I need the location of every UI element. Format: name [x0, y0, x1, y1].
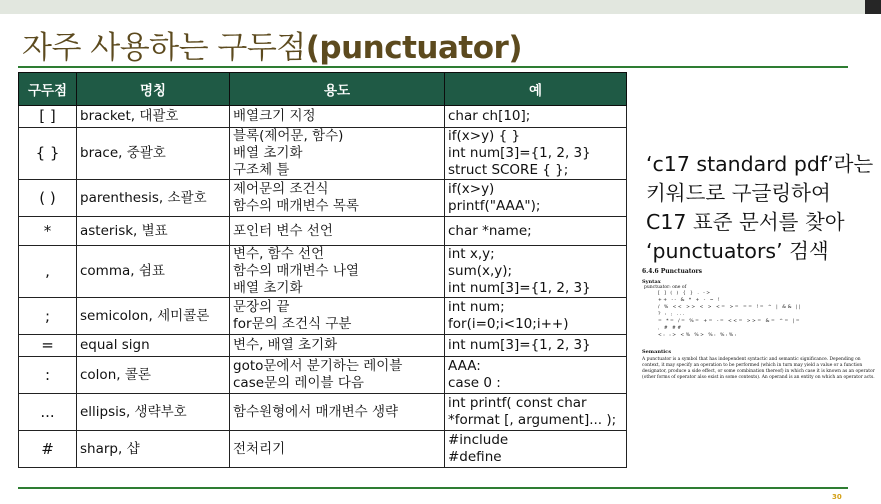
example-cell [445, 357, 627, 394]
punctuator-table [18, 72, 627, 468]
example-line: int printf( const char [448, 395, 587, 411]
usage-line: 변수, 배열 초기화 [233, 337, 338, 353]
example-cell [445, 106, 627, 128]
name-cell: bracket, 대괄호 [77, 106, 230, 128]
usage-cell [230, 335, 445, 357]
doc-punctuator-line: [ ] ( ) { } . -> [658, 291, 712, 296]
example-cell [445, 394, 627, 431]
usage-cell [230, 217, 445, 246]
usage-line: 함수의 매개변수 나열 [233, 263, 359, 279]
title-text: 자주 사용하는 구두점 [22, 30, 306, 66]
table-row [19, 357, 627, 394]
side-note-line: ‘punctuators’ 검색 [646, 239, 829, 263]
example-line: int num[3]={1, 2, 3} [448, 280, 591, 296]
name-cell: brace, 중괄호 [77, 128, 230, 180]
title-underline [18, 66, 848, 68]
usage-line: 배열 초기화 [233, 280, 303, 296]
example-line: for(i=0;i<10;i++) [448, 316, 569, 332]
bottom-rule [18, 487, 848, 489]
name-cell: comma, 쉼표 [77, 246, 230, 298]
example-cell [445, 217, 627, 246]
doc-punctuator-line: <: :> <% %> %: %:%: [658, 333, 738, 338]
usage-line: 함수의 매개변수 목록 [233, 198, 359, 214]
usage-line: goto문에서 분기하는 레이블 [233, 358, 403, 374]
example-line: sum(x,y); [448, 263, 513, 279]
usage-cell [230, 431, 445, 468]
example-line: AAA: [448, 358, 481, 374]
usage-line: 문장의 끝 [233, 299, 290, 315]
name-cell: asterisk, 별표 [77, 217, 230, 246]
table-row [19, 394, 627, 431]
table-row [19, 335, 627, 357]
side-note [646, 150, 873, 266]
usage-cell [230, 128, 445, 180]
example-line: char ch[10]; [448, 108, 531, 124]
punctuator-cell: { } [19, 128, 77, 180]
usage-line: 구조체 틀 [233, 162, 290, 178]
side-note-line: 키워드로 구글링하여 [646, 181, 831, 205]
usage-line: 제어문의 조건식 [233, 181, 329, 197]
usage-line: 배열 초기화 [233, 145, 303, 161]
usage-line: 변수, 함수 선언 [233, 246, 325, 262]
example-cell [445, 298, 627, 335]
doc-punctuator-line: ? : ; ... [658, 312, 686, 317]
example-cell [445, 246, 627, 298]
table-row [19, 106, 627, 128]
usage-line: 배열크기 지정 [233, 108, 316, 124]
usage-cell [230, 246, 445, 298]
title-bold: (punctuator) [305, 30, 522, 66]
example-line: int num[3]={1, 2, 3} [448, 145, 591, 161]
name-cell: colon, 콜론 [77, 357, 230, 394]
punctuator-cell: : [19, 357, 77, 394]
table-row [19, 128, 627, 180]
table-row [19, 246, 627, 298]
usage-line: 포인터 변수 선언 [233, 222, 333, 239]
example-line: #include [448, 432, 509, 448]
usage-cell [230, 394, 445, 431]
table-row [19, 180, 627, 217]
example-line: int x,y; [448, 246, 495, 262]
punctuator-cell: # [19, 431, 77, 468]
usage-cell [230, 106, 445, 128]
usage-line: 블록(제어문, 함수) [233, 128, 344, 144]
example-line: *format [, argument]... ); [448, 412, 617, 428]
punctuator-cell: * [19, 217, 77, 246]
header-example: 예 [445, 73, 627, 106]
usage-line: 함수원형에서 매개변수 생략 [233, 403, 399, 420]
doc-punctuator-line: / % << >> < > <= >= == != ^ | && || [658, 305, 803, 310]
doc-syntax-sub: punctuator: one of [644, 285, 687, 290]
doc-punctuator-line: , # ## [658, 326, 683, 331]
example-cell [445, 180, 627, 217]
example-line: printf("AAA"); [448, 198, 541, 214]
table-row [19, 217, 627, 246]
header-name: 명칭 [77, 73, 230, 106]
example-line: if(x>y) { } [448, 128, 521, 144]
side-note-line: C17 표준 문서를 찾아 [646, 210, 845, 234]
top-bar-dark-corner [865, 0, 881, 14]
table-body [19, 106, 627, 468]
example-cell [445, 431, 627, 468]
header-punctuator: 구두점 [19, 73, 77, 106]
usage-cell [230, 180, 445, 217]
doc-syntax-label: Syntax [642, 279, 661, 285]
side-note-line: ‘c17 standard pdf’라는 [646, 152, 874, 176]
example-cell [445, 335, 627, 357]
page-number: 30 [832, 493, 842, 501]
slide-title [22, 22, 522, 67]
usage-line: for문의 조건식 구분 [233, 316, 352, 332]
example-cell [445, 128, 627, 180]
usage-cell [230, 298, 445, 335]
top-bar-light [0, 0, 865, 14]
example-line: #define [448, 449, 502, 465]
header-usage: 용도 [230, 73, 445, 106]
punctuator-cell: = [19, 335, 77, 357]
doc-semantics-paragraph: A punctuator is a symbol that has independent syntactic and semantic significance. Depending on context, it may specify an operation to be performed (which in turn may yield a value or a function designator, produce a side effect, or some combination thereof) in which case it is known as an operator (other forms of operator also exist in some contexts). An operand is an entity on which an operator acts. [642, 357, 875, 380]
punctuator-cell: ... [19, 394, 77, 431]
standard-document-excerpt [642, 268, 878, 400]
punctuator-cell: , [19, 246, 77, 298]
table-row [19, 431, 627, 468]
usage-cell [230, 357, 445, 394]
doc-punctuator-list [642, 290, 878, 339]
example-line: int num[3]={1, 2, 3} [448, 337, 591, 353]
usage-line: case문의 레이블 다음 [233, 375, 364, 391]
name-cell: semicolon, 세미콜론 [77, 298, 230, 335]
doc-punctuator-line: = *= /= %= += -= <<= >>= &= ^= |= [658, 319, 801, 324]
name-cell: ellipsis, 생략부호 [77, 394, 230, 431]
punctuator-cell: ; [19, 298, 77, 335]
punctuator-cell: ( ) [19, 180, 77, 217]
example-line: struct SCORE { }; [448, 162, 569, 178]
name-cell: equal sign [77, 335, 230, 357]
example-line: int num; [448, 299, 505, 315]
example-line: case 0 : [448, 375, 501, 391]
name-cell: sharp, 샵 [77, 431, 230, 468]
top-bar [0, 0, 881, 14]
usage-line: 전처리기 [233, 440, 286, 457]
doc-punctuator-line: ++ -- & * + - ~ ! [658, 298, 722, 303]
doc-section-heading: 6.4.6 Punctuators [642, 268, 703, 275]
example-line: char *name; [448, 222, 532, 239]
table-header-row [19, 73, 627, 106]
table-row [19, 298, 627, 335]
example-line: if(x>y) [448, 181, 495, 197]
doc-semantics-label: Semantics [642, 349, 672, 355]
punctuator-cell: [ ] [19, 106, 77, 128]
name-cell: parenthesis, 소괄호 [77, 180, 230, 217]
